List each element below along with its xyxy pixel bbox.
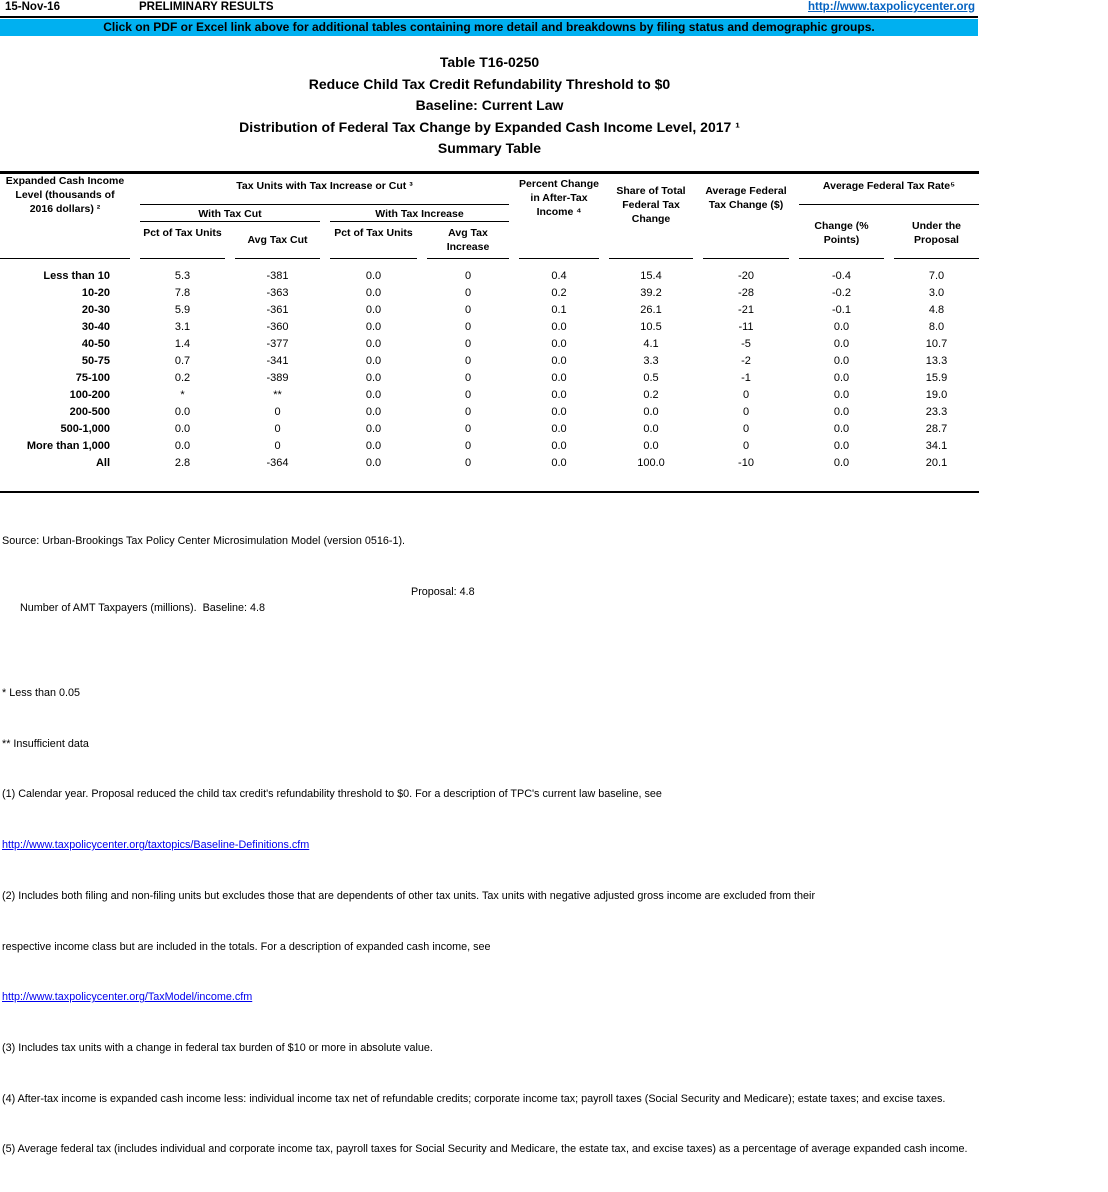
income-level-cell: 100-200 xyxy=(69,389,110,401)
value-cell: 0.0 xyxy=(365,457,382,469)
value-cell: * xyxy=(180,389,185,401)
footnote-2-line2: respective income class but are included in the totals. For a description of expanded cash income, see xyxy=(2,940,491,953)
avg-tax-cut-header: Avg Tax Cut xyxy=(247,234,308,246)
value-cell: 7.8 xyxy=(174,287,191,299)
table-number-title: Table T16-0250 xyxy=(439,54,540,70)
value-cell: 0 xyxy=(274,406,281,418)
amt-proposal-value: Proposal: 4.8 xyxy=(411,585,475,598)
value-cell: -361 xyxy=(266,304,289,316)
value-cell: 34.1 xyxy=(925,440,948,452)
value-cell: -11 xyxy=(738,321,754,333)
value-cell: 0 xyxy=(464,423,472,435)
pct-tax-units-cut-header: Pct of Tax Units xyxy=(143,227,222,239)
avg-federal-tax-rate-group-header: Average Federal Tax Rate⁵ xyxy=(799,179,979,205)
value-cell: -0.4 xyxy=(832,270,851,282)
value-cell: -364 xyxy=(266,457,289,469)
value-cell: 0 xyxy=(464,355,472,367)
value-cell: 0.0 xyxy=(174,440,191,452)
value-cell: 5.9 xyxy=(174,304,191,316)
value-cell: 0 xyxy=(742,406,750,418)
value-cell: 0.0 xyxy=(174,406,191,418)
value-cell: 0.2 xyxy=(643,389,659,401)
table-row xyxy=(0,302,979,319)
value-cell: 0.0 xyxy=(365,389,382,401)
table-row xyxy=(0,268,979,285)
value-cell: 3.0 xyxy=(928,287,945,299)
value-cell: 0 xyxy=(274,440,281,452)
value-cell: 0.2 xyxy=(551,287,567,299)
value-cell: 2.8 xyxy=(174,457,191,469)
value-cell: 0 xyxy=(464,440,472,452)
value-cell: 0.7 xyxy=(174,355,191,367)
value-cell: 13.3 xyxy=(925,355,948,367)
summary-table xyxy=(0,171,979,493)
value-cell: 10.7 xyxy=(925,338,948,350)
value-cell: 0 xyxy=(742,423,750,435)
value-cell: 0 xyxy=(464,321,472,333)
table-row xyxy=(0,285,979,302)
summary-table-title: Summary Table xyxy=(437,140,542,156)
income-level-cell: 50-75 xyxy=(81,355,110,367)
value-cell: 100.0 xyxy=(637,457,665,469)
value-cell: 0.0 xyxy=(365,321,382,333)
value-cell: 0 xyxy=(464,270,472,282)
footnote-1: (1) Calendar year. Proposal reduced the child tax credit's refundability threshold to $0. For a description of TPC's current law baseline, see xyxy=(2,788,662,801)
value-cell: 26.1 xyxy=(640,304,662,316)
income-level-cell: 20-30 xyxy=(81,304,110,316)
footnotes xyxy=(2,499,1106,1192)
value-cell: 0.0 xyxy=(833,457,850,469)
value-cell: -389 xyxy=(266,372,289,384)
table-bottom-rule xyxy=(0,491,979,493)
income-definition-link[interactable]: http://www.taxpolicycenter.org/TaxModel/income.cfm xyxy=(2,991,253,1004)
column-rule xyxy=(140,258,225,259)
footnote-2-line1: (2) Includes both filing and non-filing units but excludes those that are dependents of other tax units. Tax units with negative adjusted gross income are excluded from their xyxy=(2,889,816,902)
value-cell: 0.0 xyxy=(365,372,382,384)
value-cell: 0.0 xyxy=(643,423,659,435)
table-row xyxy=(0,370,979,387)
value-cell: 0.0 xyxy=(551,423,567,435)
value-cell: 0.0 xyxy=(833,389,850,401)
value-cell: 0.0 xyxy=(833,423,850,435)
value-cell: 0 xyxy=(742,440,750,452)
value-cell: 39.2 xyxy=(640,287,662,299)
footnote-star: * Less than 0.05 xyxy=(2,686,81,699)
value-cell: 0 xyxy=(464,457,472,469)
divider xyxy=(0,16,978,18)
value-cell: 1.4 xyxy=(174,338,191,350)
footnote-3: (3) Includes tax units with a change in federal tax burden of $10 or more in absolute value. xyxy=(2,1042,433,1054)
column-rule xyxy=(235,258,320,259)
table-row xyxy=(0,421,979,438)
value-cell: 0 xyxy=(742,389,750,401)
value-cell: -20 xyxy=(738,270,754,282)
table-row xyxy=(0,336,979,353)
value-cell: 0.0 xyxy=(365,304,382,316)
value-cell: 0.0 xyxy=(551,321,567,333)
value-cell: -381 xyxy=(266,270,289,282)
column-rule xyxy=(894,258,979,259)
value-cell: -363 xyxy=(266,287,289,299)
value-cell: 0 xyxy=(464,287,472,299)
column-rule xyxy=(0,258,130,259)
table-row xyxy=(0,387,979,404)
value-cell: 0.0 xyxy=(551,389,567,401)
baseline-definitions-link[interactable]: http://www.taxpolicycenter.org/taxtopics/Baseline-Definitions.cfm xyxy=(2,839,310,852)
income-level-cell: All xyxy=(95,457,110,469)
income-level-cell: Less than 10 xyxy=(43,270,110,282)
value-cell: 0.0 xyxy=(365,440,382,452)
value-cell: 0.0 xyxy=(551,406,567,418)
value-cell: 15.4 xyxy=(640,270,662,282)
source-note: Source: Urban-Brookings Tax Policy Center Microsimulation Model (version 0516-1). xyxy=(2,534,406,547)
amt-baseline-value: Number of AMT Taxpayers (millions). Baseline: 4.8 xyxy=(20,602,266,615)
value-cell: 0.4 xyxy=(551,270,567,282)
value-cell: -2 xyxy=(741,355,751,367)
preliminary-results-label: PRELIMINARY RESULTS xyxy=(139,1,274,13)
income-level-header: Expanded Cash Income Level (thousands of 2016 dollars) ² xyxy=(5,175,125,215)
column-rule xyxy=(519,258,599,259)
rate-under-proposal-header: Under the Proposal xyxy=(911,220,961,246)
column-rule xyxy=(330,258,417,259)
share-total-federal-tax-change-header: Share of Total Federal Tax Change xyxy=(616,185,686,225)
income-level-cell: 40-50 xyxy=(81,338,110,350)
value-cell: -28 xyxy=(738,287,754,299)
value-cell: 0 xyxy=(464,372,472,384)
value-cell: -5 xyxy=(741,338,751,350)
baseline-title: Baseline: Current Law xyxy=(415,97,564,113)
value-cell: 0.1 xyxy=(551,304,567,316)
value-cell: 3.3 xyxy=(643,355,659,367)
value-cell: 23.3 xyxy=(925,406,948,418)
value-cell: 0.0 xyxy=(365,355,382,367)
value-cell: 4.8 xyxy=(928,304,945,316)
table-row xyxy=(0,438,979,455)
value-cell: 7.0 xyxy=(928,270,945,282)
value-cell: 0.0 xyxy=(365,423,382,435)
value-cell: 0 xyxy=(464,406,472,418)
column-rule xyxy=(427,258,509,259)
value-cell: -341 xyxy=(266,355,289,367)
value-cell: 0.0 xyxy=(833,355,850,367)
column-rule xyxy=(703,258,789,259)
document-date: 15-Nov-16 xyxy=(5,1,60,13)
top-bar xyxy=(0,0,979,16)
value-cell: 0 xyxy=(274,423,281,435)
value-cell: -1 xyxy=(741,372,751,384)
value-cell: 10.5 xyxy=(640,321,662,333)
value-cell: 0.2 xyxy=(174,372,191,384)
taxpolicycenter-link[interactable]: http://www.taxpolicycenter.org xyxy=(808,1,975,13)
income-level-cell: 75-100 xyxy=(75,372,110,384)
value-cell: 0.0 xyxy=(365,338,382,350)
income-level-cell: 30-40 xyxy=(81,321,110,333)
value-cell: 0.0 xyxy=(551,338,567,350)
value-cell: -0.2 xyxy=(832,287,851,299)
value-cell: 0.0 xyxy=(643,440,659,452)
value-cell: 28.7 xyxy=(925,423,948,435)
value-cell: ** xyxy=(273,389,282,401)
footnote-doublestar: ** Insufficient data xyxy=(2,737,89,750)
value-cell: -0.1 xyxy=(832,304,851,316)
value-cell: 0.0 xyxy=(833,440,850,452)
value-cell: 0.0 xyxy=(643,406,659,418)
amt-taxpayers-note xyxy=(2,584,1106,652)
rate-change-points-header: Change (% Points) xyxy=(814,220,869,246)
value-cell: -360 xyxy=(266,321,289,333)
value-cell: 0.0 xyxy=(174,423,191,435)
column-rule xyxy=(609,258,693,259)
value-cell: 0.0 xyxy=(833,338,850,350)
table-body xyxy=(0,268,979,472)
pct-change-after-tax-income-header: Percent Change in After-Tax Income ⁴ xyxy=(519,178,599,218)
footnote-4: (4) After-tax income is expanded cash income less: individual income tax net of refundable credits; corporate income tax; payroll taxes (Social Security and Medicare); estate taxes; and excise taxes. xyxy=(2,1092,946,1105)
value-cell: 5.3 xyxy=(174,270,191,282)
footnote-5: (5) Average federal tax (includes individual and corporate income tax, payroll taxes for Social Security and Medicare, the estate tax, and excise taxes) as a percentage of average expanded cash income. xyxy=(2,1143,968,1156)
tax-units-group-header: Tax Units with Tax Increase or Cut ³ xyxy=(140,179,509,205)
value-cell: 0.5 xyxy=(643,372,659,384)
avg-tax-increase-header: Avg Tax Increase xyxy=(446,227,490,253)
income-level-cell: 500-1,000 xyxy=(60,423,110,435)
with-tax-increase-header: With Tax Increase xyxy=(330,207,509,222)
title-block xyxy=(0,52,979,160)
value-cell: 8.0 xyxy=(928,321,945,333)
table-row xyxy=(0,455,979,472)
value-cell: 0.0 xyxy=(551,372,567,384)
value-cell: 0.0 xyxy=(833,372,850,384)
value-cell: 0.0 xyxy=(551,440,567,452)
column-rule xyxy=(799,258,884,259)
value-cell: 0 xyxy=(464,304,472,316)
with-tax-cut-header: With Tax Cut xyxy=(140,207,320,222)
value-cell: 15.9 xyxy=(925,372,948,384)
value-cell: 0.0 xyxy=(365,406,382,418)
avg-federal-tax-change-header: Average Federal Tax Change ($) xyxy=(705,185,787,211)
info-banner: Click on PDF or Excel link above for additional tables containing more detail and breakdowns by filing status and demographic groups. xyxy=(0,19,978,36)
income-level-cell: More than 1,000 xyxy=(26,440,110,452)
value-cell: 0 xyxy=(464,338,472,350)
value-cell: 0 xyxy=(464,389,472,401)
value-cell: 0.0 xyxy=(365,270,382,282)
value-cell: -21 xyxy=(738,304,754,316)
income-level-cell: 10-20 xyxy=(81,287,110,299)
table-header xyxy=(0,174,979,262)
value-cell: -10 xyxy=(738,457,754,469)
value-cell: 0.0 xyxy=(551,457,567,469)
value-cell: 3.1 xyxy=(174,321,191,333)
value-cell: 4.1 xyxy=(643,338,659,350)
table-row xyxy=(0,319,979,336)
value-cell: -377 xyxy=(266,338,289,350)
value-cell: 0.0 xyxy=(833,321,850,333)
value-cell: 0.0 xyxy=(551,355,567,367)
value-cell: 19.0 xyxy=(925,389,948,401)
distribution-title: Distribution of Federal Tax Change by Expanded Cash Income Level, 2017 ¹ xyxy=(239,118,740,135)
proposal-title: Reduce Child Tax Credit Refundability Threshold to $0 xyxy=(308,75,671,92)
pct-tax-units-increase-header: Pct of Tax Units xyxy=(334,227,413,239)
value-cell: 0.0 xyxy=(833,406,850,418)
table-row xyxy=(0,353,979,370)
table-row xyxy=(0,404,979,421)
value-cell: 20.1 xyxy=(925,457,948,469)
income-level-cell: 200-500 xyxy=(69,406,110,418)
value-cell: 0.0 xyxy=(365,287,382,299)
